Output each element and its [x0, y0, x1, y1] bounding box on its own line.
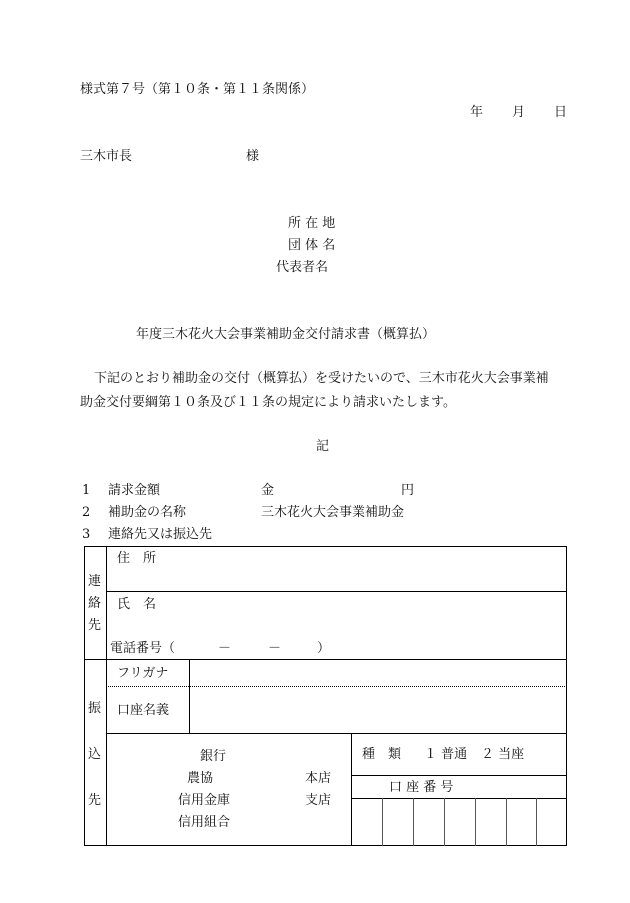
contact-phone-dash-1: － [218, 641, 232, 656]
account-number-label: 口 座 番 号 [389, 780, 454, 795]
transfer-side-char: 先 [88, 793, 102, 808]
item-2-number: 2 [82, 505, 91, 520]
contact-address-divider [106, 591, 567, 592]
digit-box-divider [444, 798, 445, 846]
bank-type-shinkumi: 信用組合 [178, 815, 231, 830]
ki-heading: 記 [316, 439, 330, 454]
applicant-address-label: 所 在 地 [288, 216, 336, 231]
item-1-label: 請求金額 [108, 483, 161, 498]
addressee-honorific: 様 [246, 149, 260, 164]
branch-type-main: 本店 [305, 771, 332, 786]
furigana-divider [106, 686, 567, 687]
table-bottom-border [84, 845, 567, 846]
body-line-2: 助金交付要綱第１０条及び１１条の規定により請求いたします。 [80, 395, 456, 410]
digit-box-divider [382, 798, 383, 846]
date-year: 年 [470, 105, 484, 120]
contact-side-char: 絡 [88, 596, 102, 611]
addressee-name: 三木市長 [80, 149, 133, 164]
bank-type-shinkin: 信用金庫 [178, 793, 231, 808]
account-name-divider [106, 733, 567, 734]
transfer-side-char: 込 [88, 747, 102, 762]
section-divider [84, 659, 567, 660]
account-type-option-2: ２ 当座 [481, 747, 525, 762]
bank-type-bank: 銀行 [200, 749, 227, 764]
item-1-suffix: 円 [401, 483, 415, 498]
furigana-label: フリガナ [117, 666, 169, 681]
item-3-label: 連絡先又は振込先 [108, 527, 213, 542]
branch-type-branch: 支店 [305, 793, 332, 808]
contact-phone-close: ） [317, 641, 331, 656]
contact-side-char: 連 [88, 574, 102, 589]
contact-address-label: 住 所 [117, 551, 157, 566]
date-month: 月 [512, 105, 526, 120]
date-day: 日 [554, 105, 568, 120]
applicant-rep-label: 代表者名 [276, 260, 329, 275]
table-top-border [84, 546, 567, 547]
bank-area-divider [351, 733, 352, 846]
applicant-org-label: 団 体 名 [288, 238, 336, 253]
account-name-label: 口座名義 [117, 703, 170, 718]
account-number-label-divider [351, 798, 567, 799]
form-number: 様式第７号（第１０条・第１１条関係） [80, 82, 315, 97]
document-title: 年度三木花火大会事業補助金交付請求書（概算払） [136, 327, 436, 342]
item-1-prefix: 金 [261, 483, 275, 498]
account-type-option-1: １ 普通 [424, 747, 468, 762]
name-label-divider [189, 659, 190, 733]
type-divider [351, 775, 567, 776]
item-2-value: 三木花火大会事業補助金 [261, 505, 405, 520]
item-1-number: 1 [82, 483, 91, 498]
item-3-number: 3 [82, 527, 91, 542]
table-left-border [84, 546, 85, 846]
contact-phone-dash-2: － [268, 641, 282, 656]
item-2-label: 補助金の名称 [108, 505, 187, 520]
bank-type-nokyo: 農協 [187, 771, 214, 786]
body-line-1: 下記のとおり補助金の交付（概算払）を受けたいので、三木市花火大会事業補 [94, 371, 549, 386]
digit-box-divider [413, 798, 414, 846]
digit-box-divider [536, 798, 537, 846]
account-type-label: 種 類 [362, 747, 402, 762]
contact-phone-label: 電話番号（ [110, 641, 176, 656]
contact-side-char: 先 [88, 618, 102, 633]
contact-name-label: 氏 名 [117, 597, 157, 612]
digit-box-divider [506, 798, 507, 846]
transfer-side-char: 振 [88, 701, 102, 716]
digit-box-divider [475, 798, 476, 846]
